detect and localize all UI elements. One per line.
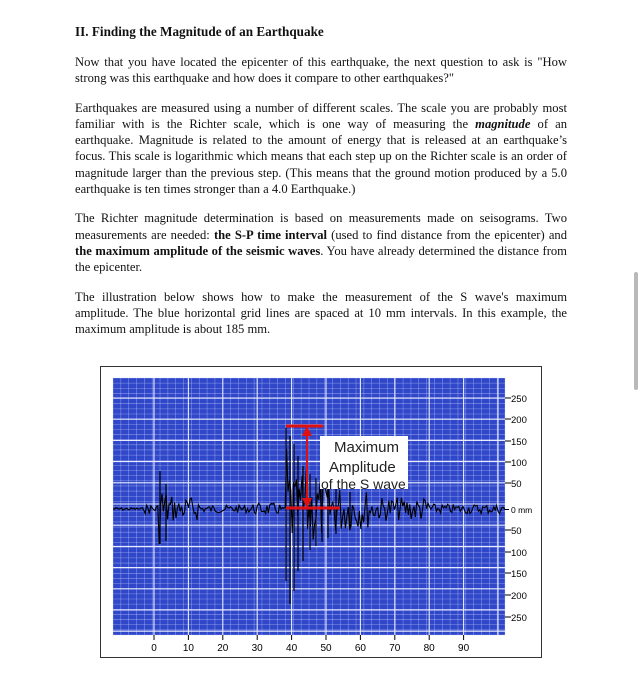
emphasis-text: the maximum amplitude of the seismic waves: [75, 243, 321, 258]
bottom-axis-label: 90: [458, 643, 470, 654]
seismogram-figure: [100, 366, 542, 658]
vertical-scrollbar[interactable]: [634, 272, 638, 390]
right-axis-label: 250: [511, 613, 527, 624]
paragraph-scales: [75, 100, 567, 198]
bottom-axis-label: 40: [286, 643, 298, 654]
annotation-line-2: Amplitude: [329, 459, 396, 476]
right-axis-label: 100: [511, 458, 527, 469]
bottom-axis-label: 0: [151, 643, 157, 654]
right-axis-label: 250: [511, 394, 527, 405]
bottom-axis-label: 80: [423, 643, 435, 654]
right-axis-label: 50: [511, 479, 522, 490]
annotation-line-3: of the S wave: [321, 476, 406, 492]
right-axis-label: 150: [511, 437, 527, 448]
bottom-axis-label: 70: [389, 643, 401, 654]
body-text: The illustration below shows how to make the measurement of the S wave's maximum amplitude. The blue horizontal grid lines are spaced at 10 mm intervals. In this example, the maximum amplitude is about 185 mm.: [75, 289, 567, 337]
bottom-axis-label: 30: [251, 643, 263, 654]
right-axis-label: 150: [511, 569, 527, 580]
zero-mm-label: 0 mm: [511, 505, 533, 515]
paragraph-illustration: [75, 289, 567, 338]
document-page: [75, 24, 567, 350]
right-axis-label: 200: [511, 591, 527, 602]
body-text: (used to find distance from the epicenter) and: [327, 227, 567, 242]
annotation-line-1: Maximum: [334, 439, 400, 456]
emphasis-text: magnitude: [475, 116, 531, 131]
bottom-axis-label: 10: [182, 643, 194, 654]
right-axis-label: 200: [511, 415, 527, 426]
body-text: Earthquakes are measured using a number of different scales. The scale you are probably most familiar with is the Richter scale, which is one way of measuring the: [75, 100, 567, 131]
bottom-axis-label: 20: [217, 643, 229, 654]
bottom-axis-label: 60: [354, 643, 366, 654]
emphasis-text: the S-P time interval: [213, 227, 328, 242]
paragraph-intro: [75, 54, 567, 87]
body-text: of an earthquake. Magnitude is related to the amount of energy that is released at an earthquake’s focus. This scale is logarithmic which means that each step up on the Richter scale is an order of magnitude larger than the previous step. (This means that the ground motion produced by a 5.0 earthquake is ten times stronger than a 4.0 Earthquake.): [75, 116, 567, 197]
section-heading: II. Finding the Magnitude of an Earthquake: [75, 24, 324, 39]
body-text: The Richter magnitude determination is based on measurements made on seisograms. Two measurements are needed:: [75, 211, 567, 242]
right-axis-label: 100: [511, 548, 527, 559]
body-text: . You have already determined the distance from the epicenter.: [75, 243, 567, 275]
right-axis-label: 50: [511, 526, 522, 537]
paragraph-richter: [75, 210, 567, 275]
bottom-axis-label: 50: [320, 643, 332, 654]
body-text: Now that you have located the epicenter of this earthquake, the next question to ask is "How strong was this earthquake and how does it compare to other earthquakes?": [75, 55, 567, 86]
